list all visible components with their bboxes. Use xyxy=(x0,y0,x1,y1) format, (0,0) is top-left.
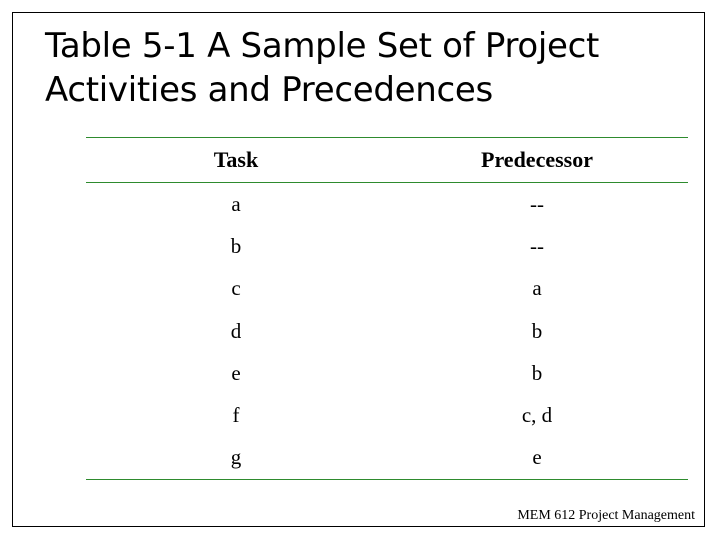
table-header xyxy=(86,138,688,183)
slide-title: Table 5-1 A Sample Set of Project Activities and Precedences xyxy=(45,26,600,110)
predecessor-cell: -- xyxy=(530,233,544,258)
predecessor-cell: e xyxy=(532,445,542,470)
table-row xyxy=(86,310,688,352)
task-cell: a xyxy=(231,191,241,216)
precedence-table xyxy=(86,137,688,480)
task-cell: f xyxy=(232,403,240,428)
slide-footer: MEM 612 Project Management xyxy=(517,508,695,523)
table-row xyxy=(86,268,688,310)
table-row xyxy=(86,437,688,480)
header-row xyxy=(86,138,688,183)
predecessor-cell: c, d xyxy=(521,403,553,428)
table-row xyxy=(86,352,688,394)
table-row xyxy=(86,394,688,436)
header-task: Task xyxy=(213,147,259,172)
header-predecessor: Predecessor xyxy=(481,147,593,172)
task-cell: g xyxy=(230,445,242,470)
predecessor-cell: b xyxy=(531,318,543,343)
table-container xyxy=(86,137,688,480)
predecessor-cell: b xyxy=(531,360,543,385)
task-cell: e xyxy=(231,360,241,385)
predecessor-cell: a xyxy=(532,276,542,301)
table-body xyxy=(86,183,688,480)
task-cell: b xyxy=(230,233,242,258)
task-cell: c xyxy=(231,276,241,301)
predecessor-cell: -- xyxy=(530,191,544,216)
table-row xyxy=(86,183,688,226)
table-row xyxy=(86,225,688,267)
task-cell: d xyxy=(230,318,242,343)
